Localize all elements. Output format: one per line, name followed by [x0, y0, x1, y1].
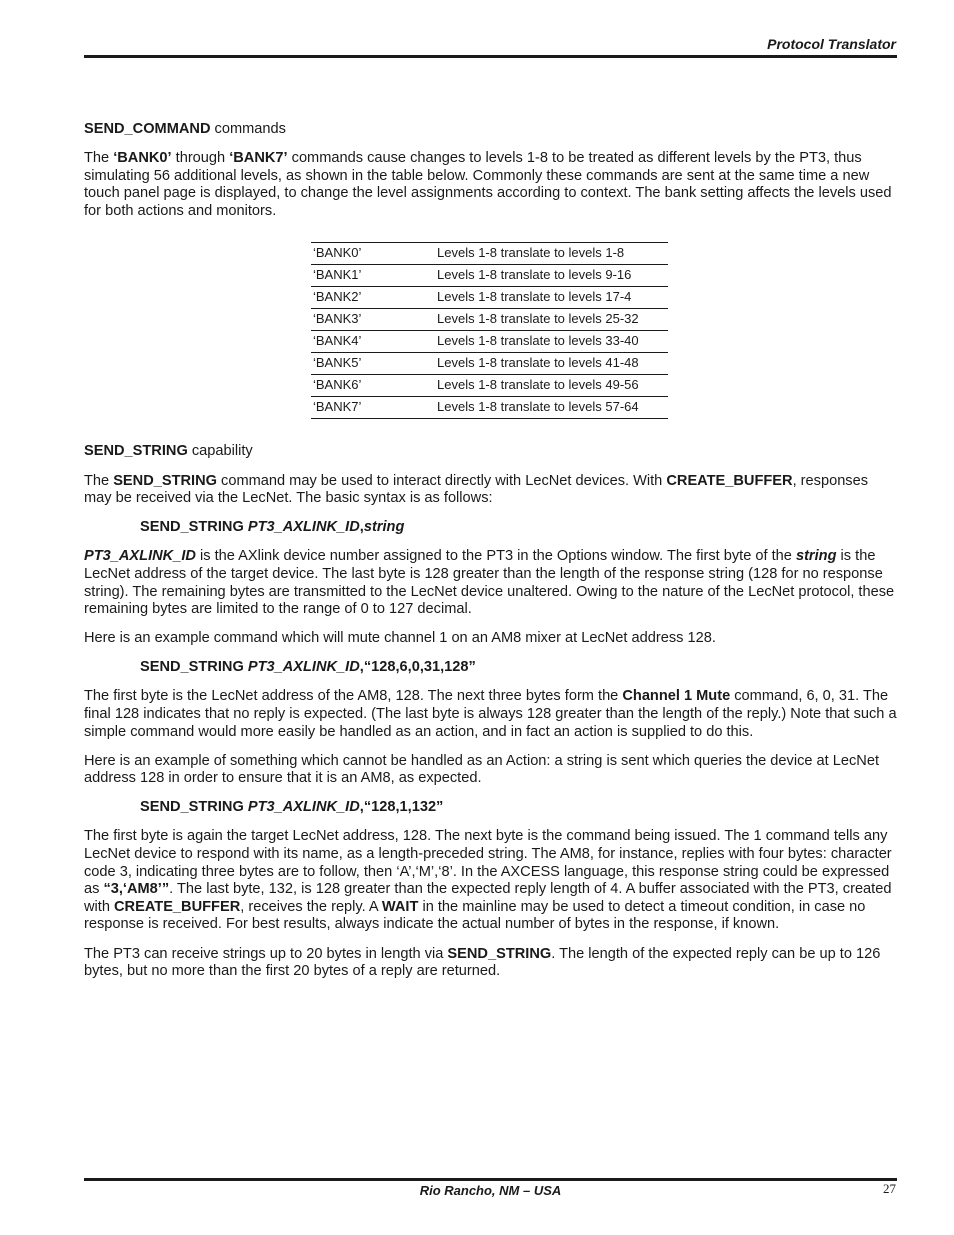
section-heading-send-command [84, 121, 897, 139]
bank-description-cell: Levels 1-8 translate to levels 1-8 [435, 243, 668, 265]
text-run: ‘BANK0’ [113, 150, 172, 167]
table-row [311, 397, 668, 419]
text-run: The [84, 150, 114, 167]
heading-bold: SEND_COMMAND [84, 121, 211, 137]
table-row [311, 243, 668, 265]
syntax-line [140, 659, 897, 677]
text-run: string [795, 548, 837, 565]
bank-command-cell: ‘BANK2’ [311, 287, 435, 309]
page-content [84, 121, 897, 992]
text-run: CREATE_BUFFER [666, 472, 793, 489]
text-run: SEND_STRING [140, 519, 248, 536]
header-rule [84, 55, 897, 58]
text-run: The first byte is the LecNet address of the AM8, 128. The next three bytes form the [84, 688, 623, 705]
text-run: SEND_STRING [447, 945, 552, 962]
bank-description-cell: Levels 1-8 translate to levels 49-56 [435, 375, 668, 397]
syntax-line [140, 519, 897, 537]
paragraph [84, 753, 897, 788]
paragraph [84, 548, 897, 618]
heading-bold: SEND_STRING [84, 443, 188, 460]
paragraph [84, 688, 897, 741]
bank-command-cell: ‘BANK5’ [311, 353, 435, 375]
table-row [311, 353, 668, 375]
paragraph [84, 473, 897, 508]
text-run: PT3_AXLINK_ID [247, 659, 360, 676]
text-run: , receives the reply. A [240, 898, 382, 915]
paragraph [84, 150, 897, 220]
text-run: CREATE_BUFFER [114, 898, 241, 915]
text-run: PT3_AXLINK_ID [247, 519, 360, 536]
table-row [311, 309, 668, 331]
text-run: ,“128,1,132” [359, 799, 444, 816]
footer-rule [84, 1178, 897, 1181]
bank-command-cell: ‘BANK1’ [311, 265, 435, 287]
table-row [311, 375, 668, 397]
paragraph [84, 828, 897, 934]
text-run: . The length of the expected reply can be up to 126 bytes, but no more than the first 20 bytes of a reply are returned. [84, 945, 881, 980]
text-run: command, 6, 0, 31. The final 128 indicates that no reply is expected. (The last byte is always 128 greater than the length of the reply.) Note that such a simple command would more easily be handled as an action, and in fact an action is supplied to do this. [84, 688, 897, 740]
bank-command-cell: ‘BANK0’ [311, 243, 435, 265]
bank-command-cell: ‘BANK4’ [311, 331, 435, 353]
table-row [311, 265, 668, 287]
page-number: 27 [883, 1181, 896, 1196]
bank-description-cell: Levels 1-8 translate to levels 17-4 [435, 287, 668, 309]
text-run: in the mainline may be used to detect a timeout condition, in case no response is received. For best results, always indicate the actual number of bytes in the response, if known. [84, 898, 866, 933]
bank-description-cell: Levels 1-8 translate to levels 41-48 [435, 353, 668, 375]
bank-description-cell: Levels 1-8 translate to levels 25-32 [435, 309, 668, 331]
text-run: SEND_STRING [113, 472, 217, 489]
text-run: , responses may be received via the LecNet. The basic syntax is as follows: [84, 472, 869, 507]
text-run: The [84, 472, 114, 489]
text-run: is the LecNet address of the target device. The last byte is 128 greater than the length of the response string (128 for no response string). The remaining bytes are transmitted to the LecNet device unaltered. Owing to the nature of the LecNet protocol, these remaining bytes are limited to the range of 0 to 127 decimal. [84, 548, 895, 618]
heading-rest: commands [210, 121, 286, 137]
bank-table [311, 242, 668, 419]
text-run: , [359, 519, 364, 536]
text-run: The PT3 can receive strings up to 20 bytes in length via [84, 945, 448, 962]
section-heading-send-string [84, 443, 897, 461]
text-run: through [171, 150, 230, 167]
footer-location: Rio Rancho, NM – USA [419, 1183, 562, 1198]
bank-description-cell: Levels 1-8 translate to levels 9-16 [435, 265, 668, 287]
table-row [311, 331, 668, 353]
text-run: “3,‘AM8’” [103, 881, 170, 898]
text-run: PT3_AXLINK_ID [84, 548, 196, 565]
text-run: ‘BANK7’ [229, 150, 288, 167]
table-row [311, 287, 668, 309]
bank-command-cell: ‘BANK3’ [311, 309, 435, 331]
bank-command-cell: ‘BANK7’ [311, 397, 435, 419]
text-run: command may be used to interact directly with LecNet devices. With [217, 472, 667, 489]
text-run: SEND_STRING [140, 799, 248, 816]
paragraph [84, 946, 897, 981]
text-run: Channel 1 Mute [622, 688, 731, 705]
syntax-line [140, 799, 897, 817]
paragraph [84, 630, 897, 648]
text-run: ,“128,6,0,31,128” [359, 659, 476, 676]
text-run: PT3_AXLINK_ID [247, 799, 360, 816]
text-run: The first byte is again the target LecNet address, 128. The next byte is the command being issued. The 1 command tells any LecNet device to respond with its name, as a length-preceded string. The AM8, for instance, replies with four bytes: character code 3, indicating three bytes are to follow, then ‘A’,‘M’,‘8’. In the AXCESS language, this response string could be expressed as [84, 828, 892, 898]
text-run: . The last byte, 132, is 128 greater than the expected reply length of 4. A buffer associated with the PT3, created with [84, 881, 892, 915]
text-run: Here is an example command which will mute channel 1 on an AM8 mixer at LecNet address 128. [84, 630, 716, 647]
text-run: string [363, 519, 405, 536]
bank-description-cell: Levels 1-8 translate to levels 33-40 [435, 331, 668, 353]
heading-rest: capability [187, 443, 253, 460]
header-title: Protocol Translator [767, 36, 896, 52]
bank-description-cell: Levels 1-8 translate to levels 57-64 [435, 397, 668, 419]
text-run: WAIT [381, 898, 419, 915]
text-run: is the AXlink device number assigned to the PT3 in the Options window. The first byte of the [195, 548, 796, 565]
text-run: Here is an example of something which cannot be handled as an Action: a string is sent which queries the device at LecNet address 128 in order to ensure that it is an AM8, as expected. [84, 752, 880, 787]
text-run: SEND_STRING [140, 659, 248, 676]
bank-command-cell: ‘BANK6’ [311, 375, 435, 397]
text-run: commands cause changes to levels 1-8 to be treated as different levels by the PT3, thus simulating 56 additional levels, as shown in the table below. Commonly these commands are sent at the same time a new touch panel page is displayed, to change the level assignments according to context. The bank setting affects the levels used for both actions and monitors. [84, 150, 892, 219]
